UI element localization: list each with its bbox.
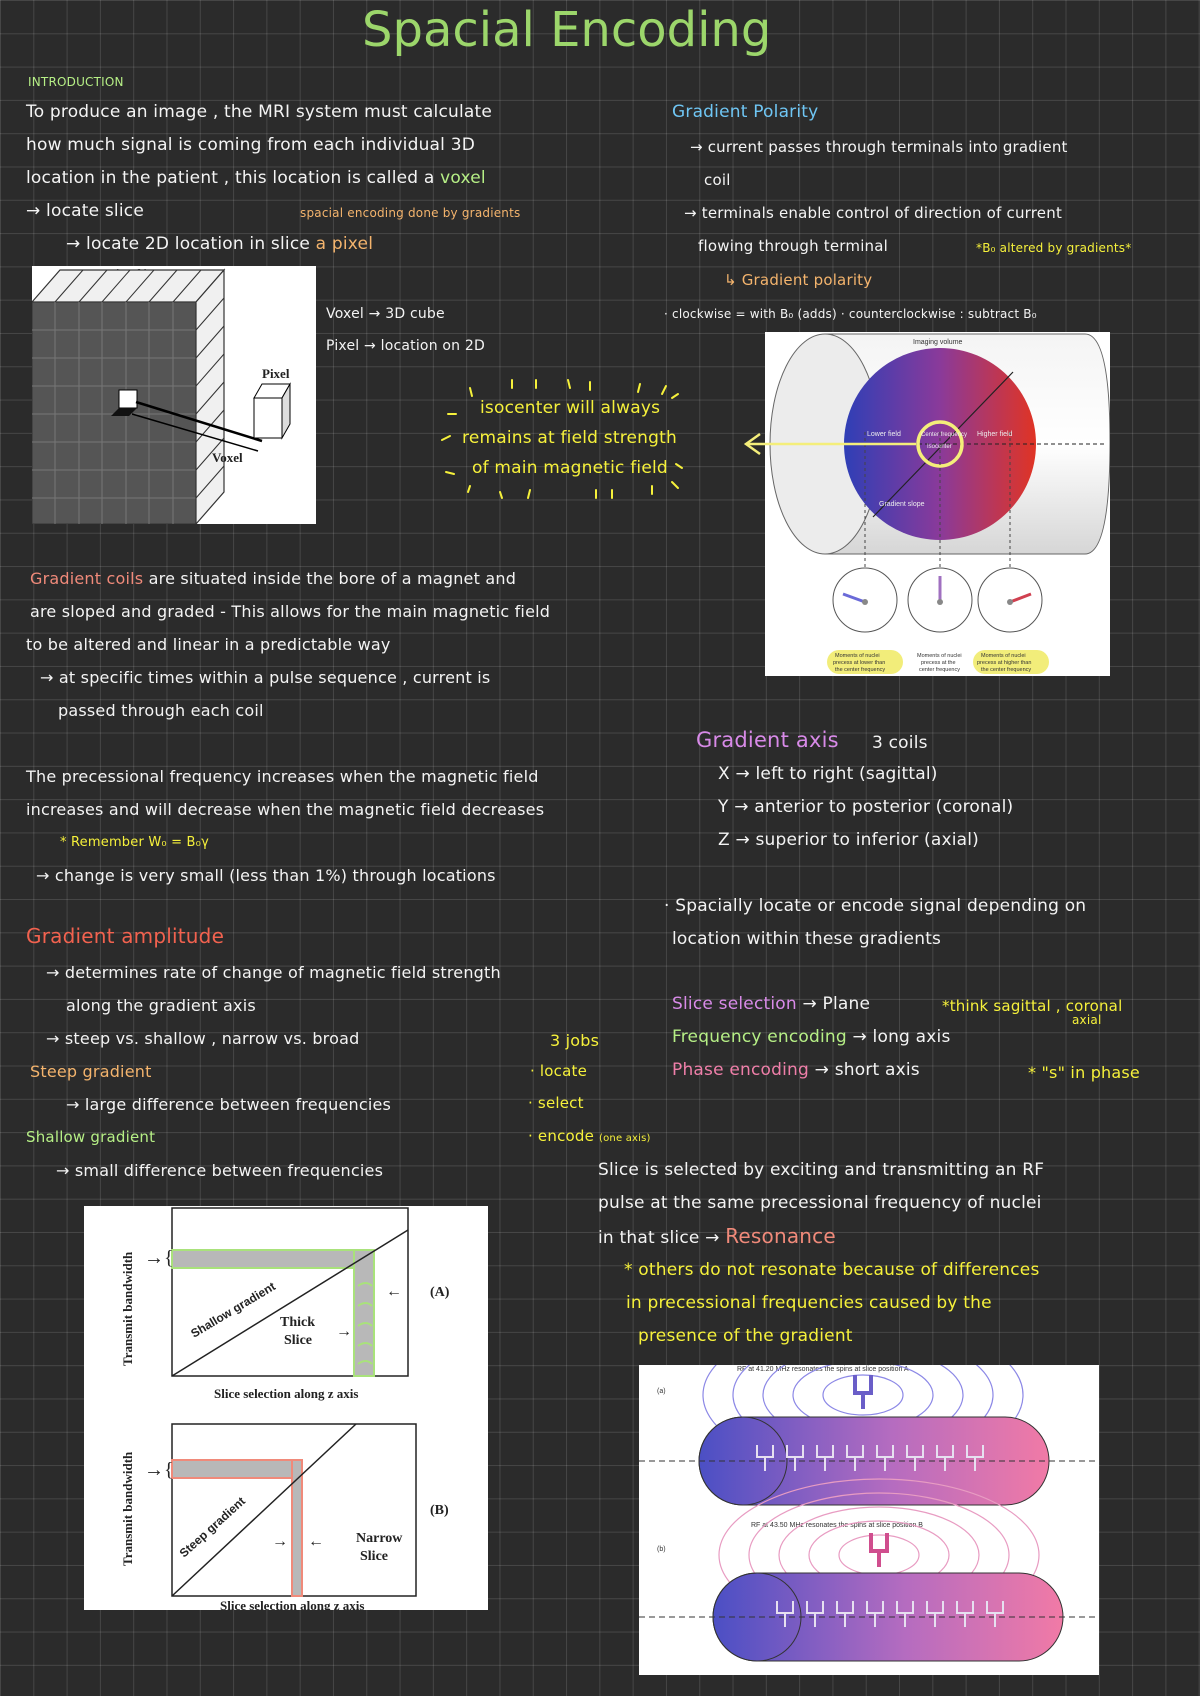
axis-y: Y → anterior to posterior (coronal) — [718, 797, 1014, 817]
svg-text:←: ← — [308, 1533, 324, 1550]
a-shallow-label: Shallow gradient — [188, 1279, 278, 1341]
slice-selection-desc: → Plane — [802, 994, 871, 1014]
isocenter-arrow — [740, 430, 920, 460]
imaging-volume-label: Imaging volume — [913, 339, 963, 346]
slice-bandwidth-diagram — [84, 1206, 488, 1610]
b-slice-line-2: Slice — [360, 1549, 388, 1564]
lower-field-label: Lower field — [867, 431, 901, 438]
gradient-field-diagram — [765, 332, 1110, 676]
rf-b-tag: (b) — [657, 1546, 666, 1553]
b-y-label: Transmit bandwidth — [120, 1451, 135, 1566]
a-slice-line-1: Thick — [280, 1315, 316, 1330]
isocenter-line-3: of main magnetic field — [472, 458, 668, 478]
b-x-label: Slice selection along z axis — [220, 1598, 365, 1610]
phase-encoding-term: Phase encoding — [672, 1060, 810, 1080]
shallow-gradient-desc: → small difference between frequencies — [56, 1161, 384, 1180]
svg-text:←: ← — [386, 1283, 402, 1300]
cap3-line3: the center frequency — [981, 667, 1032, 673]
job-encode-note: (one axis) — [599, 1133, 651, 1144]
slice-selection-figure — [84, 1206, 488, 1610]
polarity-clockwise: · clockwise = with B₀ (adds) · counterclockwise : subtract B₀ — [664, 307, 1037, 321]
page-title: Spacial Encoding — [362, 2, 772, 58]
amplitude-heading: Gradient amplitude — [26, 924, 225, 948]
rf-b-caption: RF at 43.50 MHz resonates the spins at slice position B — [751, 1522, 923, 1529]
b-slice-line-1: Narrow — [356, 1531, 403, 1546]
axis-count: 3 coils — [872, 733, 928, 753]
polarity-line-4: flowing through terminal — [698, 237, 889, 255]
b-steep-label: Steep gradient — [176, 1494, 248, 1561]
voxel-term: voxel — [440, 168, 486, 188]
gradient-field-figure — [765, 332, 1110, 676]
resonance-note-1: * others do not resonate because of differences — [624, 1260, 1040, 1280]
a-tag: (A) — [430, 1285, 450, 1300]
intro-line-4: → locate slice — [26, 201, 144, 221]
intro-line-5: → locate 2D location in slice — [66, 234, 311, 254]
slice-selection-term: Slice selection — [672, 994, 797, 1014]
polarity-sub: ↳ Gradient polarity — [724, 271, 873, 289]
polarity-heading: Gradient Polarity — [672, 102, 819, 122]
polarity-note: *B₀ altered by gradients* — [976, 241, 1132, 255]
cap2-line3: center frequency — [919, 667, 960, 673]
intro-heading: INTRODUCTION — [28, 75, 124, 89]
coils-line-3: to be altered and linear in a predictable way — [26, 635, 391, 654]
gradients-note: spacial encoding done by gradients — [300, 206, 521, 220]
isocenter-label: Isocenter — [927, 444, 952, 450]
precession-line-1: The precessional frequency increases when the magnetic field — [26, 767, 539, 786]
pixel-label: Pixel — [262, 366, 290, 381]
matrix-diagram — [32, 266, 316, 524]
svg-text:→{: →{ — [144, 1247, 174, 1269]
axis-x: X → left to right (sagittal) — [718, 764, 938, 784]
coils-line-2: are sloped and graded - This allows for the main magnetic field — [30, 602, 551, 621]
pixel-def: Pixel → location on 2D — [326, 338, 485, 354]
resonance-note-3: presence of the gradient — [638, 1326, 853, 1346]
isocenter-line-2: remains at field strength — [462, 428, 677, 448]
axis-z: Z → superior to inferior (axial) — [718, 830, 980, 850]
slice-note-axial: axial — [1072, 1013, 1102, 1027]
svg-text:→: → — [336, 1323, 352, 1340]
precession-line-3: → change is very small (less than 1%) through locations — [36, 866, 496, 885]
resonance-line-1: Slice is selected by exciting and transmitting an RF — [598, 1160, 1045, 1180]
spatial-line-2: location within these gradients — [672, 929, 942, 949]
slice-note: *think sagittal , coronal — [942, 997, 1123, 1015]
frequency-encoding-desc: → long axis — [852, 1027, 951, 1047]
phase-note: * "s" in phase — [1028, 1063, 1140, 1082]
coils-line-1: are situated inside the bore of a magnet and — [148, 569, 517, 588]
cap3-line1: Moments of nuclei — [981, 653, 1026, 659]
jobs-heading: 3 jobs — [550, 1031, 600, 1050]
resonance-term: Resonance — [725, 1224, 836, 1248]
precession-note: * Remember W₀ = B₀γ — [60, 835, 209, 850]
resonance-line-2: pulse at the same precessional frequency of nuclei — [598, 1193, 1042, 1213]
rf-a-tag: (a) — [657, 1388, 666, 1395]
higher-field-label: Higher field — [977, 431, 1013, 438]
intro-line-2: how much signal is coming from each individual 3D — [26, 135, 475, 155]
cap1-line1: Moments of nuclei — [835, 653, 880, 659]
resonance-line-3: in that slice → — [598, 1228, 720, 1248]
intro-line-3: location in the patient , this location is called a — [26, 168, 435, 188]
polarity-line-3: → terminals enable control of direction of current — [684, 204, 1063, 222]
a-slice-line-2: Slice — [284, 1333, 312, 1348]
amplitude-line-1: → determines rate of change of magnetic field strength — [46, 963, 501, 982]
precession-line-2: increases and will decrease when the magnetic field decreases — [26, 800, 545, 819]
coils-line-5: passed through each coil — [58, 701, 264, 720]
rf-resonance-figure — [639, 1365, 1099, 1675]
cap2-line1: Moments of nuclei — [917, 653, 962, 659]
phase-encoding-desc: → short axis — [814, 1060, 920, 1080]
resonance-note-2: in precessional frequencies caused by the — [626, 1293, 992, 1313]
polarity-line-1: → current passes through terminals into gradient — [690, 138, 1068, 156]
polarity-line-2: coil — [704, 171, 731, 189]
isocenter-line-1: isocenter will always — [480, 398, 661, 418]
voxel-label: Voxel — [212, 450, 243, 465]
cap1-line2: precess at lower than — [833, 660, 886, 666]
matrix-figure — [32, 266, 316, 524]
intro-line-1: To produce an image , the MRI system must calculate — [26, 102, 493, 122]
job-encode: · encode — [528, 1127, 595, 1145]
job-locate: · locate — [530, 1062, 588, 1080]
gradient-coils-term: Gradient coils — [30, 569, 144, 588]
shallow-gradient-term: Shallow gradient — [26, 1128, 156, 1146]
steep-gradient-term: Steep gradient — [30, 1062, 152, 1081]
a-x-label: Slice selection along z axis — [214, 1386, 359, 1401]
frequency-encoding-term: Frequency encoding — [672, 1027, 847, 1047]
rf-resonance-diagram — [639, 1365, 1099, 1675]
cap2-line2: precess at the — [921, 660, 956, 666]
gradient-slope-label: Gradient slope — [879, 501, 925, 508]
spatial-line-1: · Spacially locate or encode signal depending on — [664, 896, 1087, 916]
voxel-def: Voxel → 3D cube — [326, 306, 445, 322]
pixel-term: a pixel — [315, 234, 374, 254]
center-frequency-label: Center frequency — [921, 432, 968, 438]
svg-text:→: → — [272, 1533, 288, 1550]
rf-a-caption: RF at 41.20 MHz resonates the spins at slice position A — [737, 1366, 909, 1373]
svg-text:→{: →{ — [144, 1459, 174, 1481]
amplitude-line-2: along the gradient axis — [66, 996, 256, 1015]
isocenter-note — [448, 388, 738, 506]
axis-heading: Gradient axis — [696, 728, 839, 752]
b-tag: (B) — [430, 1503, 449, 1518]
a-y-label: Transmit bandwidth — [120, 1251, 135, 1366]
coils-line-4: → at specific times within a pulse sequence , current is — [40, 668, 491, 687]
cap1-line3: the center frequency — [835, 667, 886, 673]
steep-gradient-desc: → large difference between frequencies — [66, 1095, 392, 1114]
cap3-line2: precess at higher than — [977, 660, 1032, 666]
amplitude-line-3: → steep vs. shallow , narrow vs. broad — [46, 1029, 360, 1048]
job-select: · select — [528, 1094, 584, 1112]
